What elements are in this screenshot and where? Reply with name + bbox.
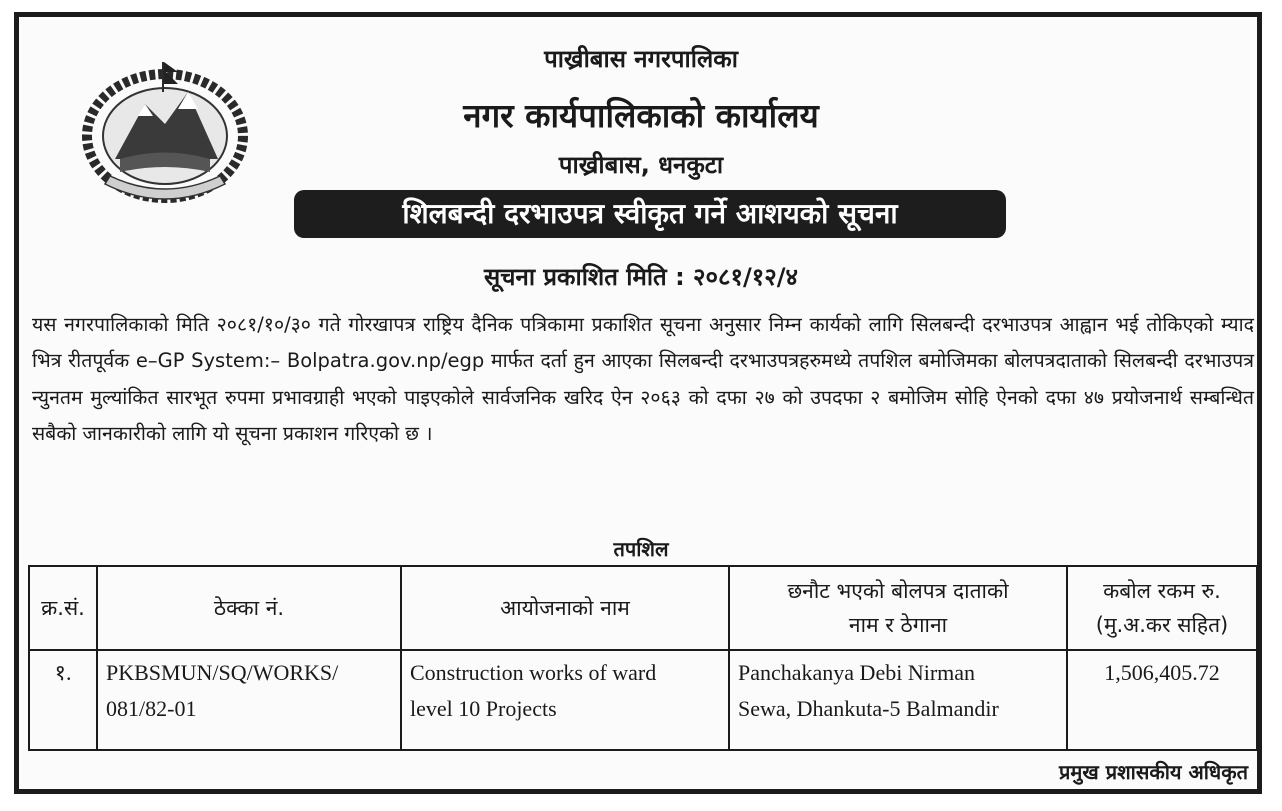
notice-body: यस नगरपालिकाको मिति २०८१/१०/३० गते गोरखापत्र राष्ट्रिय दैनिक पत्रिकामा प्रकाशित सूचना अनुसार निम्न कार्यको लागि सिलबन्दी दरभाउपत्र आह्वान भई तोकिएको म्याद भित्र रीतपूर्वक e–GP System:– Bolpatra.gov.np/egp मार्फत दर्ता हुन आएका सिलबन्दी दरभाउपत्रहरुमध्ये तपशिल बमोजिमका बोलपत्रदाताको सिलबन्दी दरभाउपत्र न्युनतम मुल्यांकित सारभूत रुपमा प्रभावग्राही भएको पाइएकोले सार्वजनिक खरिद ऐन २०६३ को दफा २७ को उपदफा २ बमोजिम सोहि ऐनको दफा ४७ प्रयोजनार्थ सम्बन्धित सबैको जानकारीको लागि यो सूचना प्रकाशन गरिएको छ ।: [32, 313, 1254, 446]
cell-contract-no: [97, 650, 401, 750]
bidder-line1: Panchakanya Debi Nirman: [738, 660, 976, 685]
cell-bidder: [729, 650, 1067, 750]
table-header-row: [29, 566, 1257, 650]
contract-line1: PKBSMUN/SQ/WORKS/: [106, 660, 339, 685]
header-bidder-line2: नाम र ठेगाना: [848, 613, 948, 637]
office-name: नगर कार्यपालिकाको कार्यालय: [463, 96, 819, 135]
header-bidder-line1: छनौट भएको बोलपत्र दाताको: [787, 579, 1009, 603]
schedule-title: तपशिल: [613, 537, 669, 561]
header-sn: क्र.सं.: [29, 566, 97, 650]
contract-line2: 081/82-01: [106, 696, 197, 721]
header-contract-no: ठेक्का नं.: [97, 566, 401, 650]
publication-date: सूचना प्रकाशित मिति : २०८१/१२/४: [484, 263, 798, 291]
signoff-title: प्रमुख प्रशासकीय अधिकृत: [1059, 760, 1248, 784]
header-amount: [1067, 566, 1257, 650]
cell-project: [401, 650, 729, 750]
bidder-line2: Sewa, Dhankuta-5 Balmandir: [738, 696, 999, 721]
header-amount-line1: कबोल रकम रु.: [1103, 579, 1221, 603]
municipality-name: पाख्रीबास नगरपालिका: [544, 45, 738, 73]
cell-sn: १.: [29, 650, 97, 750]
notice-title-banner: शिलबन्दी दरभाउपत्र स्वीकृत गर्ने आशयको सूचना: [294, 190, 1006, 238]
schedule-table: [28, 565, 1258, 751]
project-line2: level 10 Projects: [410, 696, 557, 721]
office-address: पाख्रीबास, धनकुटा: [558, 151, 724, 179]
header-amount-line2: (मु.अ.कर सहित): [1095, 613, 1229, 637]
project-line1: Construction works of ward: [410, 660, 657, 685]
cell-amount: 1,506,405.72: [1067, 650, 1257, 750]
header-project: आयोजनाको नाम: [401, 566, 729, 650]
table-row: [29, 650, 1257, 750]
header-bidder: [729, 566, 1067, 650]
